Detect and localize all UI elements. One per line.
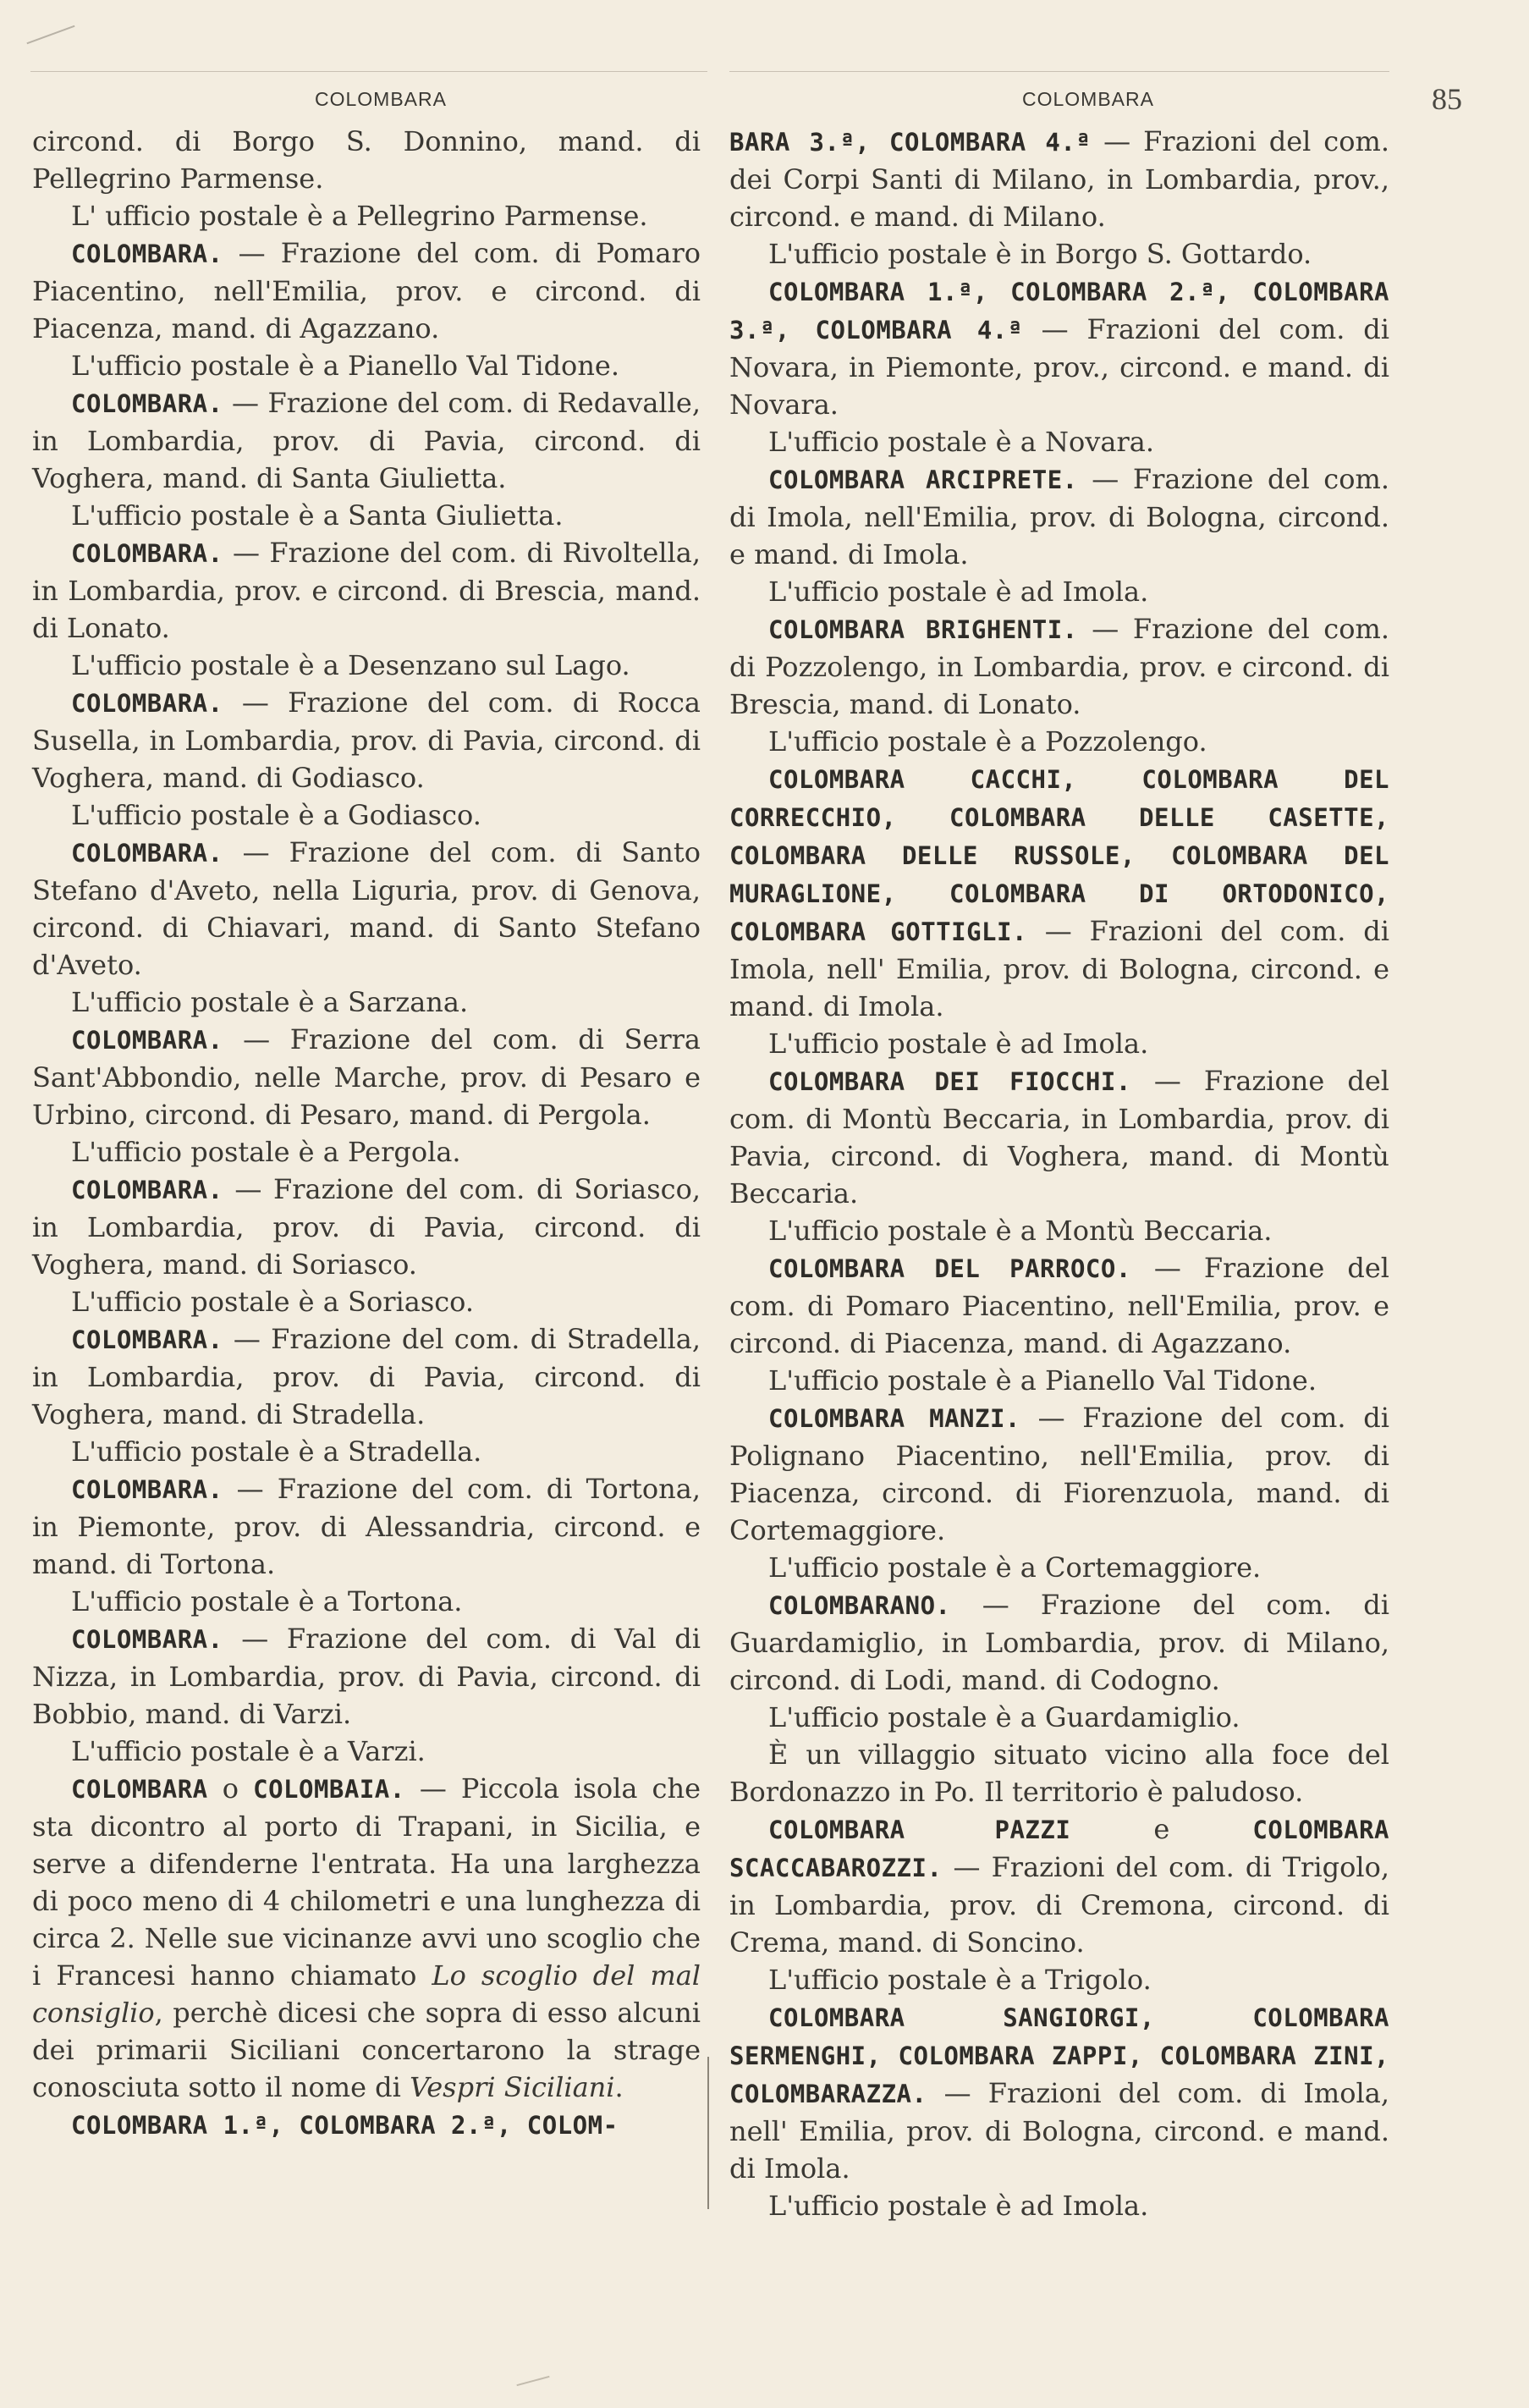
entry-headword: COLOMBARA. (71, 1026, 223, 1055)
entry-headword: COLOMBARA. (71, 389, 223, 418)
entry-text: e (1070, 1813, 1253, 1845)
gazetteer-entry (729, 1249, 1389, 1362)
entry-headword: BARA 3.ª, COLOMBARA 4.ª (729, 128, 1092, 157)
entry-text: — Frazioni del com. di Imola, nell' Emilia, prov. di Bologna, circond. e mand. di Imola. (729, 2077, 1389, 2185)
entry-text: — Frazione del com. di Pomaro Piacentino, nell'Emilia, prov. e circond. di Piacenza, mand. di Agazzano. (729, 1252, 1390, 1359)
entry-text: — Frazioni del com. di Novara, in Piemonte, prov., circond. e mand. di Novara. (729, 313, 1389, 421)
entry-text: — Frazione del com. di Serra Sant'Abbondio, nelle Marche, prov. di Pesaro e Urbino, circond. di Pesaro, mand. di Pergola. (32, 1023, 701, 1131)
entry-headword: COLOMBARA. (71, 539, 223, 568)
entry-italic: Lo scoglio del mal consiglio (32, 1959, 701, 2029)
gazetteer-entry (32, 234, 701, 347)
gazetteer-entry (729, 1062, 1389, 1212)
post-office-note: L'ufficio postale è a Novara. (768, 426, 1154, 458)
entry-text: — Frazione del com. di Rocca Susella, in Lombardia, prov. di Pavia, circond. di Voghera, mand. di Godiasco. (32, 686, 701, 794)
entry-headword: COLOMBARA PAZZI (768, 1816, 1071, 1844)
entry-text: — Frazione del com. di Polignano Piacentino, nell'Emilia, prov. di Piacenza, circond. di Fiorenzuola, mand. di Cortemaggiore. (729, 1402, 1389, 1546)
entry-text: — Frazione del com. di Rivoltella, in Lombardia, prov. e circond. di Brescia, mand. di Lonato. (32, 537, 701, 644)
column-divider (707, 2057, 709, 2209)
entry-headword: COLOMBARA SCACCABAROZZI. (729, 1816, 1389, 1882)
header-rule-left (30, 71, 707, 72)
ink-mark (516, 2376, 549, 2386)
post-office-note: L'ufficio postale è a Desenzano sul Lago. (71, 649, 630, 681)
gazetteer-entry (729, 460, 1389, 573)
gazetteer-entry (32, 684, 701, 796)
entry-headword: COLOMBARANO. (768, 1591, 951, 1620)
entry-text: o (207, 1772, 254, 1805)
entry-headword: COLOMBARA. (71, 689, 223, 718)
post-office-note: L'ufficio postale è ad Imola. (768, 576, 1149, 608)
entry-text: — Piccola isola che sta dicontro al porto di Trapani, in Sicilia, e serve a difenderne l'entrata. Ha una larghezza di poco meno di 4 chilometri e una lunghezza di circa 2. Nelle sue vicinanze avvi uno scoglio che i Francesi hanno chiamato (32, 1772, 701, 1992)
post-office-note: L'ufficio postale è in Borgo S. Gottardo. (768, 238, 1312, 270)
entry-text: — Frazioni del com. dei Corpi Santi di Milano, in Lombardia, prov., circond. e mand. di Milano. (729, 125, 1390, 233)
gazetteer-entry (32, 1171, 701, 1283)
entry-headword: COLOMBARA DEI FIOCCHI. (768, 1067, 1131, 1096)
left-column (32, 123, 701, 2144)
post-office-note: L' ufficio postale è a Pellegrino Parmense. (71, 200, 648, 232)
ink-mark (26, 25, 74, 44)
entry-italic: Vespri Siciliani (410, 2071, 615, 2103)
post-office-note: L'ufficio postale è ad Imola. (768, 2190, 1149, 2222)
gazetteer-entry (729, 1399, 1389, 1549)
running-head-right: COLOMBARA (1022, 88, 1154, 110)
post-office-note: L'ufficio postale è a Soriasco. (71, 1286, 475, 1318)
post-office-note: L'ufficio postale è a Pergola. (71, 1136, 461, 1168)
post-office-note: L'ufficio postale è a Guardamiglio. (768, 1701, 1240, 1733)
post-office-note: L'ufficio postale è a Trigolo. (768, 1964, 1152, 1996)
entry-headword: COLOMBARA 1.ª, COLOMBARA 2.ª, COLOM- (71, 2111, 619, 2140)
gazetteer-entry (729, 610, 1389, 723)
gazetteer-entry (729, 273, 1389, 423)
gazetteer-entry (32, 1320, 701, 1433)
post-office-note: L'ufficio postale è ad Imola. (768, 1028, 1149, 1060)
entry-text: — Frazioni del com. di Imola, nell' Emilia, prov. di Bologna, circond. e mand. di Imola. (729, 915, 1389, 1022)
entry-headword: COLOMBARA (71, 1775, 208, 1804)
gazetteer-entry (32, 2106, 701, 2144)
entry-text: — Frazione del com. di Redavalle, in Lombardia, prov. di Pavia, circond. di Voghera, mand. di Santa Giulietta. (32, 387, 701, 494)
gazetteer-entry (32, 534, 701, 647)
entry-headword: COLOMBARA ARCIPRETE. (768, 466, 1078, 494)
post-office-note: L'ufficio postale è a Stradella. (71, 1435, 482, 1468)
running-head-left: COLOMBARA (315, 88, 447, 110)
post-office-note: È un villaggio situato vicino alla foce del Bordonazzo in Po. Il territorio è paludoso. (729, 1738, 1389, 1808)
page-number: 85 (1432, 82, 1462, 116)
entry-headword: COLOMBARA. (71, 240, 223, 268)
entry-headword: COLOMBARA. (71, 1475, 223, 1504)
entry-headword: COLOMBAIA. (253, 1775, 405, 1804)
entry-headword: COLOMBARA 1.ª, COLOMBARA 2.ª, COLOMBARA 3.ª, COLOMBARA 4.ª (729, 278, 1389, 344)
entry-text: — Frazione del com. di Pozzolengo, in Lombardia, prov. e circond. di Brescia, mand. di Lonato. (729, 613, 1389, 720)
entry-text: — Frazione del com. di Soriasco, in Lombardia, prov. di Pavia, circond. di Voghera, mand. di Soriasco. (32, 1173, 701, 1281)
entry-text: — Frazione del com. di Santo Stefano d'Aveto, nella Liguria, prov. di Genova, circond. di Chiavari, mand. di Santo Stefano d'Aveto. (32, 836, 701, 981)
gazetteer-entry (32, 1470, 701, 1583)
entry-text: — Frazione del com. di Montù Beccaria, in Lombardia, prov. di Pavia, circond. di Voghera, mand. di Montù Beccaria. (729, 1065, 1390, 1210)
entry-headword: COLOMBARA. (71, 839, 223, 868)
entry-text: — Frazione del com. di Val di Nizza, in Lombardia, prov. di Pavia, circond. di Bobbio, mand. di Varzi. (32, 1623, 701, 1730)
entry-headword: COLOMBARA. (71, 1325, 223, 1354)
entry-headword: COLOMBARA DEL PARROCO. (768, 1254, 1131, 1283)
right-column (729, 123, 1389, 2224)
entry-headword: COLOMBARA BRIGHENTI. (768, 615, 1078, 644)
gazetteer-entry (729, 1810, 1389, 1961)
entry-headword: COLOMBARA MANZI. (768, 1404, 1020, 1433)
gazetteer-entry (729, 1586, 1389, 1699)
header-rule-right (729, 71, 1389, 72)
gazetteer-entry (32, 384, 701, 497)
entry-text: — Frazione del com. di Imola, nell'Emilia, prov. di Bologna, circond. e mand. di Imola. (729, 463, 1389, 570)
post-office-note: L'ufficio postale è a Godiasco. (71, 799, 481, 831)
entry-text: — Frazione del com. di Pomaro Piacentino, nell'Emilia, prov. e circond. di Piacenza, mand. di Agazzano. (32, 237, 701, 344)
gazetteer-entry: circond. di Borgo S. Donnino, mand. di Pellegrino Parmense. (32, 125, 701, 195)
entry-text: — Frazione del com. di Tortona, in Piemonte, prov. di Alessandria, circond. e mand. di Tortona. (32, 1473, 701, 1580)
gazetteer-entry (32, 1620, 701, 1733)
gazetteer-entry (729, 760, 1389, 1025)
post-office-note: L'ufficio postale è a Pianello Val Tidone. (768, 1364, 1317, 1397)
post-office-note: L'ufficio postale è a Montù Beccaria. (768, 1215, 1273, 1247)
gazetteer-entry (32, 1021, 701, 1133)
post-office-note: L'ufficio postale è a Pianello Val Tidone. (71, 350, 620, 382)
post-office-note: L'ufficio postale è a Sarzana. (71, 986, 469, 1018)
gazetteer-entry (729, 1998, 1389, 2187)
entry-text: — Frazione del com. di Guardamiglio, in Lombardia, prov. di Milano, circond. di Lodi, mand. di Codogno. (729, 1589, 1389, 1696)
entry-text: . (614, 2071, 624, 2103)
gazetteer-entry (32, 834, 701, 984)
post-office-note: L'ufficio postale è a Varzi. (71, 1735, 426, 1767)
post-office-note: L'ufficio postale è a Cortemaggiore. (768, 1551, 1262, 1584)
gazetteer-entry (729, 123, 1389, 235)
post-office-note: L'ufficio postale è a Pozzolengo. (768, 725, 1207, 758)
entry-text: , perchè dicesi che sopra di esso alcuni dei primarii Siciliani concertarono la strage conosciuta sotto il nome di (32, 1997, 701, 2103)
entry-headword: COLOMBARA. (71, 1625, 223, 1654)
entry-text: — Frazioni del com. di Trigolo, in Lombardia, prov. di Cremona, circond. di Crema, mand. di Soncino. (729, 1851, 1389, 1959)
entry-text: — Frazione del com. di Stradella, in Lombardia, prov. di Pavia, circond. di Voghera, mand. di Stradella. (32, 1323, 701, 1430)
gazetteer-entry (32, 1770, 701, 2106)
entry-headword: COLOMBARA CACCHI, COLOMBARA DEL CORRECCHIO, COLOMBARA DELLE CASETTE, COLOMBARA DELLE RUSSOLE, COLOMBARA DEL MURAGLIONE, COLOMBARA DI ORTODONICO, COLOMBARA GOTTIGLI. (729, 765, 1389, 946)
post-office-note: L'ufficio postale è a Tortona. (71, 1585, 463, 1617)
entry-headword: COLOMBARA SANGIORGI, COLOMBARA SERMENGHI, COLOMBARA ZAPPI, COLOMBARA ZINI, COLOMBARAZZA. (729, 2003, 1389, 2108)
entry-headword: COLOMBARA. (71, 1176, 223, 1204)
post-office-note: L'ufficio postale è a Santa Giulietta. (71, 499, 564, 532)
